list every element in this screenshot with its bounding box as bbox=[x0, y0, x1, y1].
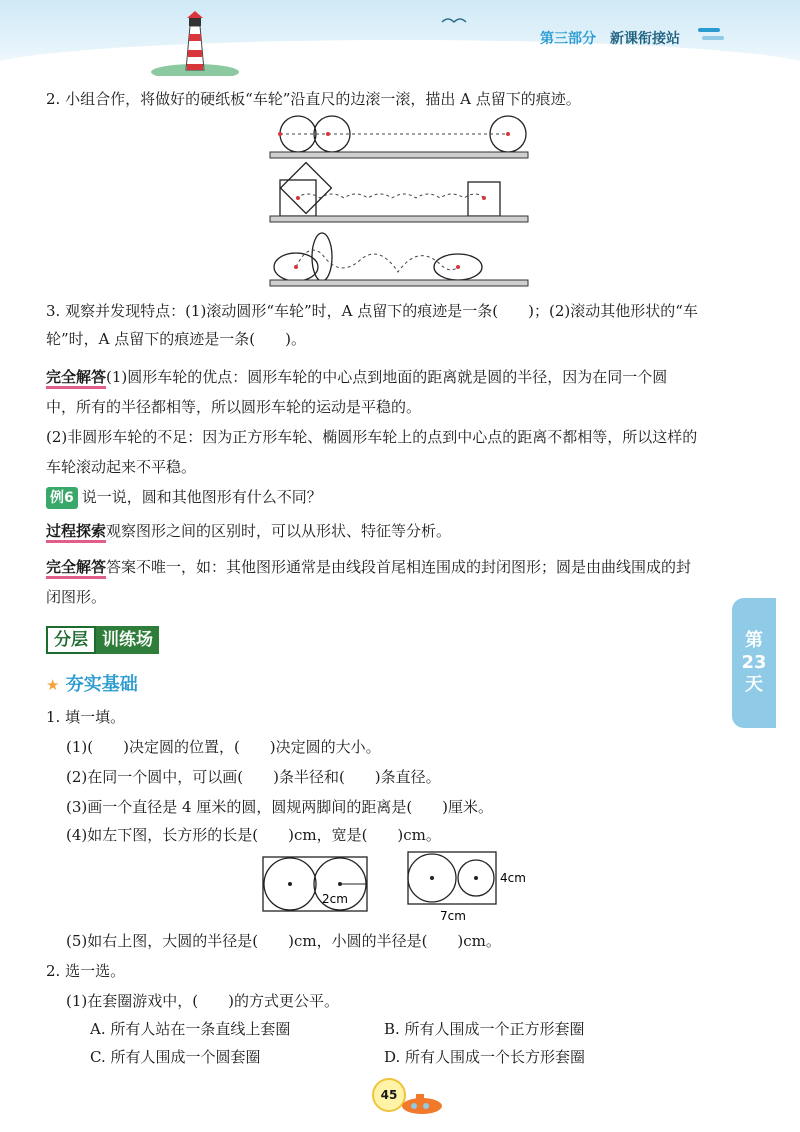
fill-item-5: (5)如右上图，大圆的半径是( )cm，小圆的半径是( )cm。 bbox=[66, 932, 501, 950]
answer-label-2: 完全解答 bbox=[46, 558, 106, 579]
day-side-tab bbox=[732, 598, 776, 728]
answer-label: 完全解答 bbox=[46, 368, 106, 389]
fill-item-1: (1)( )决定圆的位置，( )决定圆的大小。 bbox=[66, 738, 381, 756]
example-6 bbox=[46, 486, 322, 509]
fill-item-2: (2)在同一个圆中，可以画( )条半径和( )条直径。 bbox=[66, 768, 441, 786]
example-badge: 例6 bbox=[46, 487, 78, 509]
page-number: 45 bbox=[372, 1078, 406, 1112]
answer-1-line1: (1)圆形车轮的优点：圆形车轮的中心点到地面的距离就是圆的半径，因为在同一个圆 bbox=[106, 368, 668, 386]
side-tab-line3: 天 bbox=[745, 674, 763, 695]
left-fig-label: 2cm bbox=[322, 892, 348, 906]
banner-part-a: 分层 bbox=[46, 626, 96, 654]
example-6-text: 说一说，圆和其他图形有什么不同？ bbox=[81, 488, 322, 506]
circle-wheel-row bbox=[270, 116, 528, 158]
process-text: 观察图形之间的区别时，可以从形状、特征等分析。 bbox=[106, 522, 452, 540]
page-header bbox=[0, 0, 800, 82]
banner-part-b: 训练场 bbox=[96, 626, 159, 654]
bird-icon bbox=[440, 14, 470, 28]
question-3-line2: 轮”时，A 点留下的痕迹是一条( )。 bbox=[46, 330, 306, 348]
star-icon: ★ bbox=[46, 676, 60, 694]
side-tab-line1: 第 bbox=[745, 630, 763, 651]
side-tab-line2: 23 bbox=[741, 652, 767, 673]
choose-q1: (1)在套圈游戏中，( )的方式更公平。 bbox=[66, 992, 339, 1010]
training-banner bbox=[46, 626, 159, 654]
option-b: B. 所有人围成一个正方形套圈 bbox=[384, 1020, 585, 1038]
process-label: 过程探索 bbox=[46, 522, 106, 543]
header-wave bbox=[0, 40, 800, 82]
right-fig-width: 7cm bbox=[440, 909, 466, 923]
answer-2-line1: 答案不唯一，如：其他图形通常是由线段首尾相连围成的封闭图形；圆是由曲线围成的封 bbox=[106, 558, 692, 576]
subsection-heading bbox=[46, 670, 138, 696]
rectangle-circles-figure-right bbox=[406, 850, 536, 924]
answer-1-line2: 中，所有的半径都相等，所以圆形车轮的运动是平稳的。 bbox=[46, 398, 422, 416]
lighthouse-icon bbox=[150, 8, 240, 76]
fill-item-4: (4)如左下图，长方形的长是( )cm，宽是( )cm。 bbox=[66, 826, 441, 844]
fill-title: 1. 填一填。 bbox=[46, 708, 126, 726]
option-d: D. 所有人围成一个长方形套圈 bbox=[384, 1048, 586, 1066]
answer-1-line3: (2)非圆形车轮的不足：因为正方形车轮、椭圆形车轮上的点到中心点的距离不都相等，所以这样的 bbox=[46, 428, 698, 446]
answer-2-line1-wrap bbox=[46, 556, 691, 578]
answer-1-line4: 车轮滚动起来不平稳。 bbox=[46, 458, 197, 476]
answer-2-line2: 闭图形。 bbox=[46, 588, 107, 606]
answer-1-line1-wrap bbox=[46, 366, 667, 388]
question-2: 2. 小组合作，将做好的硬纸板“车轮”沿直尺的边滚一滚，描出 A 点留下的痕迹。 bbox=[46, 90, 581, 108]
section-title: 第三部分 bbox=[540, 31, 596, 47]
choose-title: 2. 选一选。 bbox=[46, 962, 126, 980]
question-3-line1: 3. 观察并发现特点：(1)滚动圆形“车轮”时，A 点留下的痕迹是一条( )；(2)滚动其他形状的“车 bbox=[46, 302, 698, 320]
submarine-icon bbox=[400, 1090, 446, 1116]
fill-item-3: (3)画一个直径是 4 厘米的圆，圆规两脚间的距离是( )厘米。 bbox=[66, 798, 494, 816]
section-subtitle: 新课衔接站 bbox=[610, 31, 680, 47]
subsection-title: 夯实基础 bbox=[65, 674, 138, 695]
section-logo-icon bbox=[694, 24, 728, 46]
rolling-wheel-diagram bbox=[268, 112, 533, 292]
option-a: A. 所有人站在一条直线上套圈 bbox=[90, 1020, 291, 1038]
rectangle-circles-figure-left bbox=[262, 856, 372, 918]
ellipse-wheel-row bbox=[270, 233, 528, 286]
square-wheel-row bbox=[270, 163, 528, 222]
process-explore bbox=[46, 520, 451, 542]
right-fig-height: 4cm bbox=[500, 871, 526, 885]
option-c: C. 所有人围成一个圆套圈 bbox=[90, 1048, 261, 1066]
